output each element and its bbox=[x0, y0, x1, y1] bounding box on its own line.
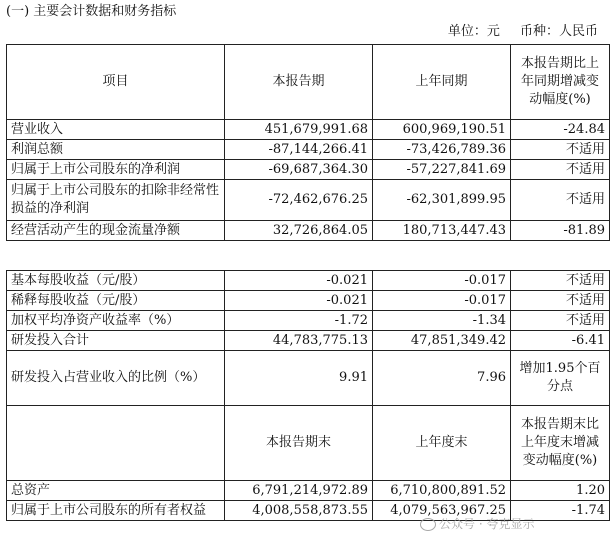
row-prior: 180,713,447.43 bbox=[373, 221, 511, 241]
row-change: 不适用 bbox=[511, 180, 610, 221]
row-change: 不适用 bbox=[511, 160, 610, 180]
row-prior: -62,301,899.95 bbox=[373, 180, 511, 221]
row-change: 不适用 bbox=[511, 271, 610, 291]
table-row bbox=[7, 180, 610, 221]
row-prior: 600,969,190.51 bbox=[373, 120, 511, 140]
row-change: 1.20 bbox=[511, 481, 610, 501]
row-current: 32,726,864.05 bbox=[225, 221, 373, 241]
row-item: 归属于上市公司股东的净利润 bbox=[7, 160, 225, 180]
row-item: 研发投入占营业收入的比例（%） bbox=[7, 351, 225, 406]
table-row bbox=[7, 481, 610, 501]
unit-line bbox=[432, 22, 598, 42]
row-item: 稀释每股收益（元/股） bbox=[7, 291, 225, 311]
header-current: 本报告期 bbox=[225, 45, 373, 120]
table-row bbox=[7, 140, 610, 160]
financial-table-main bbox=[6, 44, 610, 241]
table-row bbox=[7, 160, 610, 180]
row-item: 总资产 bbox=[7, 481, 225, 501]
row-item: 归属于上市公司股东的所有者权益 bbox=[7, 501, 225, 521]
header-change: 本报告期比上年同期增减变动幅度(%) bbox=[511, 45, 610, 120]
row-current: -87,144,266.41 bbox=[225, 140, 373, 160]
row-item: 加权平均净资产收益率（%） bbox=[7, 311, 225, 331]
row-prior: -1.34 bbox=[373, 311, 511, 331]
table-row bbox=[7, 311, 610, 331]
row-current: -1.72 bbox=[225, 311, 373, 331]
watermark-text: 公众号 · 夸克显示 bbox=[439, 517, 535, 531]
row-item: 利润总额 bbox=[7, 140, 225, 160]
table-header-row bbox=[7, 45, 610, 120]
row-change: 不适用 bbox=[511, 291, 610, 311]
row-item: 营业收入 bbox=[7, 120, 225, 140]
table-row bbox=[7, 271, 610, 291]
period-end-header-row bbox=[7, 406, 610, 481]
header-item: 项目 bbox=[7, 45, 225, 120]
row-prior: -0.017 bbox=[373, 291, 511, 311]
row-change: 不适用 bbox=[511, 311, 610, 331]
row-prior: -73,426,789.36 bbox=[373, 140, 511, 160]
row-change: -81.89 bbox=[511, 221, 610, 241]
row-item: 研发投入合计 bbox=[7, 331, 225, 351]
row-current: -0.021 bbox=[225, 271, 373, 291]
header-period-end: 本报告期末 bbox=[225, 406, 373, 481]
row-change: 不适用 bbox=[511, 140, 610, 160]
header-end-change: 本报告期末比上年度末增减变动幅度(%) bbox=[511, 406, 610, 481]
row-current: -0.021 bbox=[225, 291, 373, 311]
table-row bbox=[7, 221, 610, 241]
wechat-icon bbox=[420, 518, 436, 531]
unit-label: 单位：元 bbox=[447, 24, 500, 39]
row-current: -72,462,676.25 bbox=[225, 180, 373, 221]
header-prior: 上年同期 bbox=[373, 45, 511, 120]
row-change: -1.74 bbox=[511, 501, 610, 521]
row-prior: 4,079,563,967.25 bbox=[373, 501, 511, 521]
row-prior: 47,851,349.42 bbox=[373, 331, 511, 351]
row-prior: 7.96 bbox=[373, 351, 511, 406]
row-prior: -0.017 bbox=[373, 271, 511, 291]
table-row bbox=[7, 120, 610, 140]
row-current: 9.91 bbox=[225, 351, 373, 406]
row-item: 归属于上市公司股东的扣除非经常性损益的净利润 bbox=[7, 180, 225, 221]
row-change: -6.41 bbox=[511, 331, 610, 351]
financial-table-indicators bbox=[6, 270, 610, 521]
table-row bbox=[7, 331, 610, 351]
row-current: 6,791,214,972.89 bbox=[225, 481, 373, 501]
row-current: 44,783,775.13 bbox=[225, 331, 373, 351]
currency-label: 币种：人民币 bbox=[519, 24, 598, 39]
row-item: 基本每股收益（元/股） bbox=[7, 271, 225, 291]
section-title: (一) 主要会计数据和财务指标 bbox=[6, 4, 177, 19]
header-prior-year-end: 上年度末 bbox=[373, 406, 511, 481]
row-current: 451,679,991.68 bbox=[225, 120, 373, 140]
row-prior: -57,227,841.69 bbox=[373, 160, 511, 180]
row-change: -24.84 bbox=[511, 120, 610, 140]
table-row bbox=[7, 351, 610, 406]
row-item: 经营活动产生的现金流量净额 bbox=[7, 221, 225, 241]
row-change: 增加1.95个百分点 bbox=[511, 351, 610, 406]
row-current: 4,008,558,873.55 bbox=[225, 501, 373, 521]
row-current: -69,687,364.30 bbox=[225, 160, 373, 180]
table-row bbox=[7, 291, 610, 311]
row-prior: 6,710,800,891.52 bbox=[373, 481, 511, 501]
header-empty bbox=[7, 406, 225, 481]
watermark bbox=[420, 515, 534, 532]
